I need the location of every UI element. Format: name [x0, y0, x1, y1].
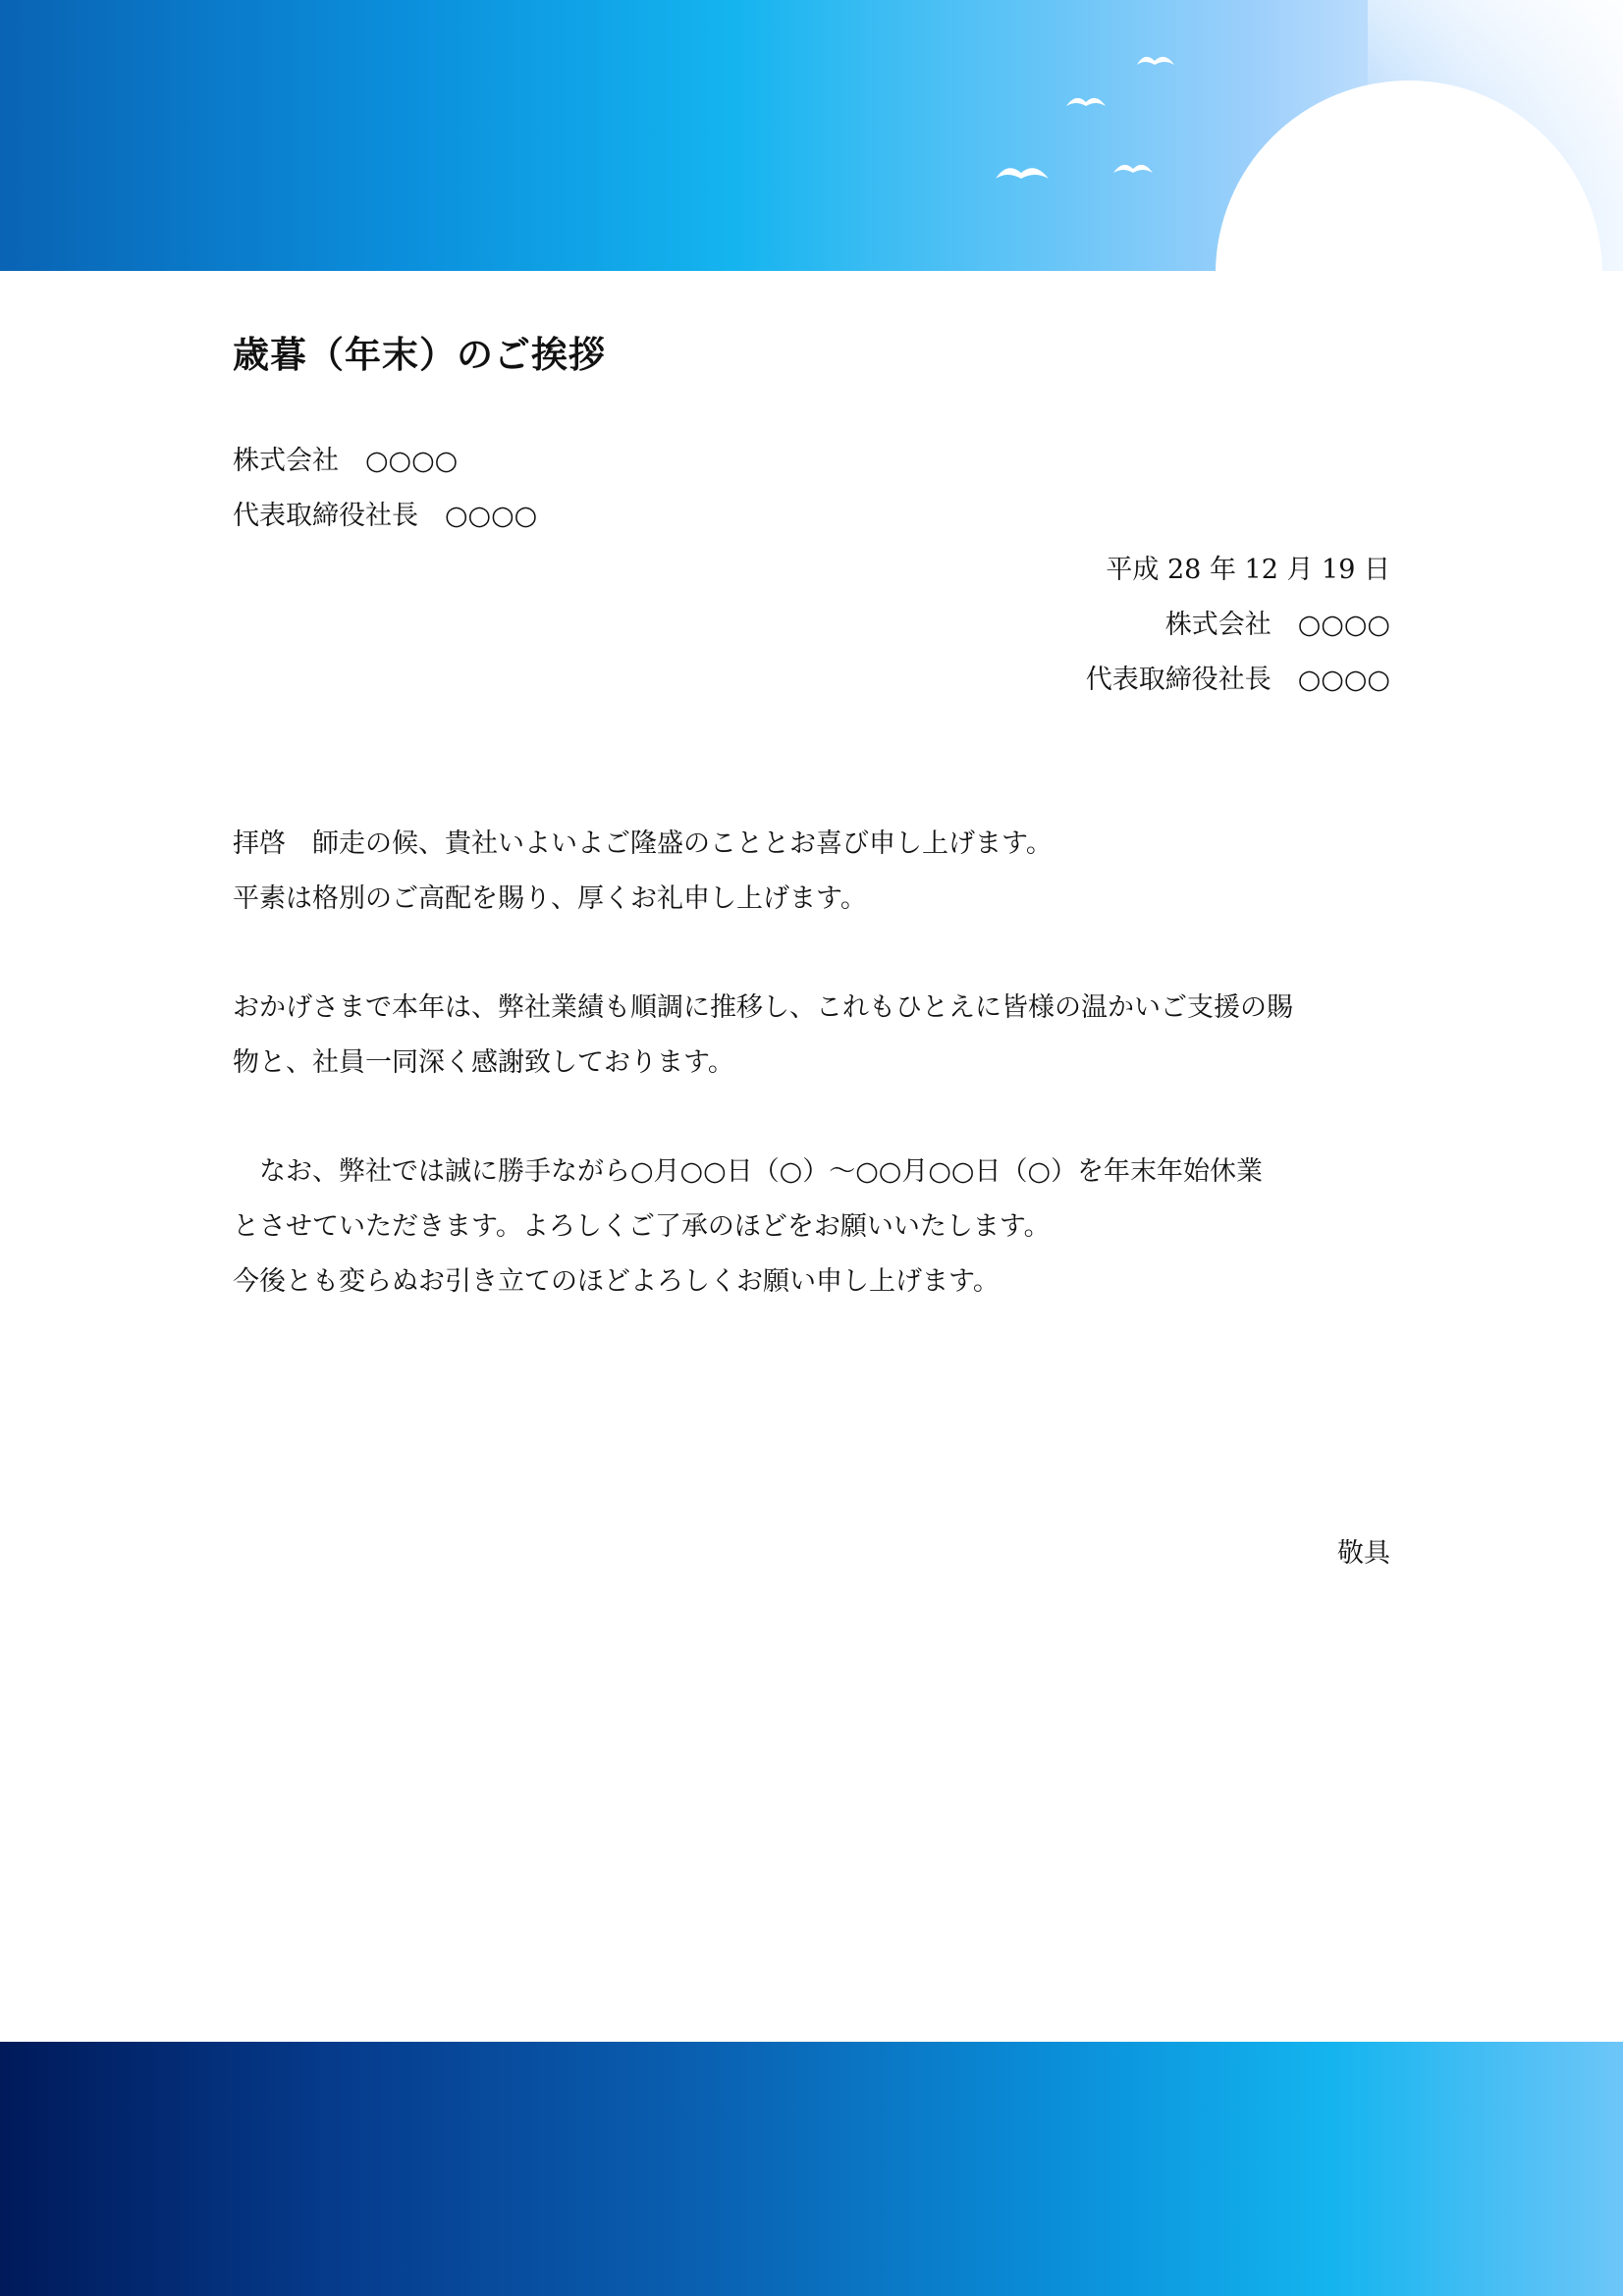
footer-band	[0, 2042, 1623, 2296]
sender-company: 株式会社 ○○○○	[1164, 610, 1390, 640]
body-greeting-line-2: 平素は格別のご高配を賜り、厚くお礼申し上げます。	[233, 883, 867, 914]
recipient-person: 代表取締役社長 ○○○○	[233, 501, 538, 531]
body-paragraph-3-line-2: とさせていただきます。よろしくご了承のほどをお願いいたします。	[233, 1211, 1051, 1242]
body-paragraph-2-line-1: おかげさまで本年は、弊社業績も順調に推移し、これもひとえに皆様の温かいご支援の賜	[233, 992, 1293, 1023]
document-title: 歳暮（年末）のご挨拶	[233, 333, 606, 376]
sender-date: 平成 28 年 12 月 19 日	[1106, 555, 1390, 585]
body-paragraph-3-line-1: なお、弊社では誠に勝手ながら○月○○日（○）～○○月○○日（○）を年末年始休業	[233, 1156, 1264, 1187]
header-band	[0, 0, 1623, 271]
sun-decoration	[1216, 80, 1602, 271]
bird-icon	[1137, 57, 1174, 65]
body-paragraph-3-line-3: 今後とも変らぬお引き立てのほどよろしくお願い申し上げます。	[233, 1266, 1000, 1297]
bird-icon	[1113, 165, 1153, 173]
birds-decoration	[982, 39, 1208, 196]
body-greeting-line-1: 拝啓 師走の候、貴社いよいよご隆盛のこととお喜び申し上げます。	[233, 828, 1053, 859]
bird-icon	[1066, 98, 1106, 106]
bird-icon	[996, 168, 1049, 179]
closing-keigu: 敬具	[1337, 1538, 1390, 1569]
body-paragraph-2-line-2: 物と、社員一同深く感謝致しております。	[233, 1047, 734, 1078]
recipient-company: 株式会社 ○○○○	[233, 446, 459, 476]
sender-person: 代表取締役社長 ○○○○	[1085, 665, 1390, 695]
